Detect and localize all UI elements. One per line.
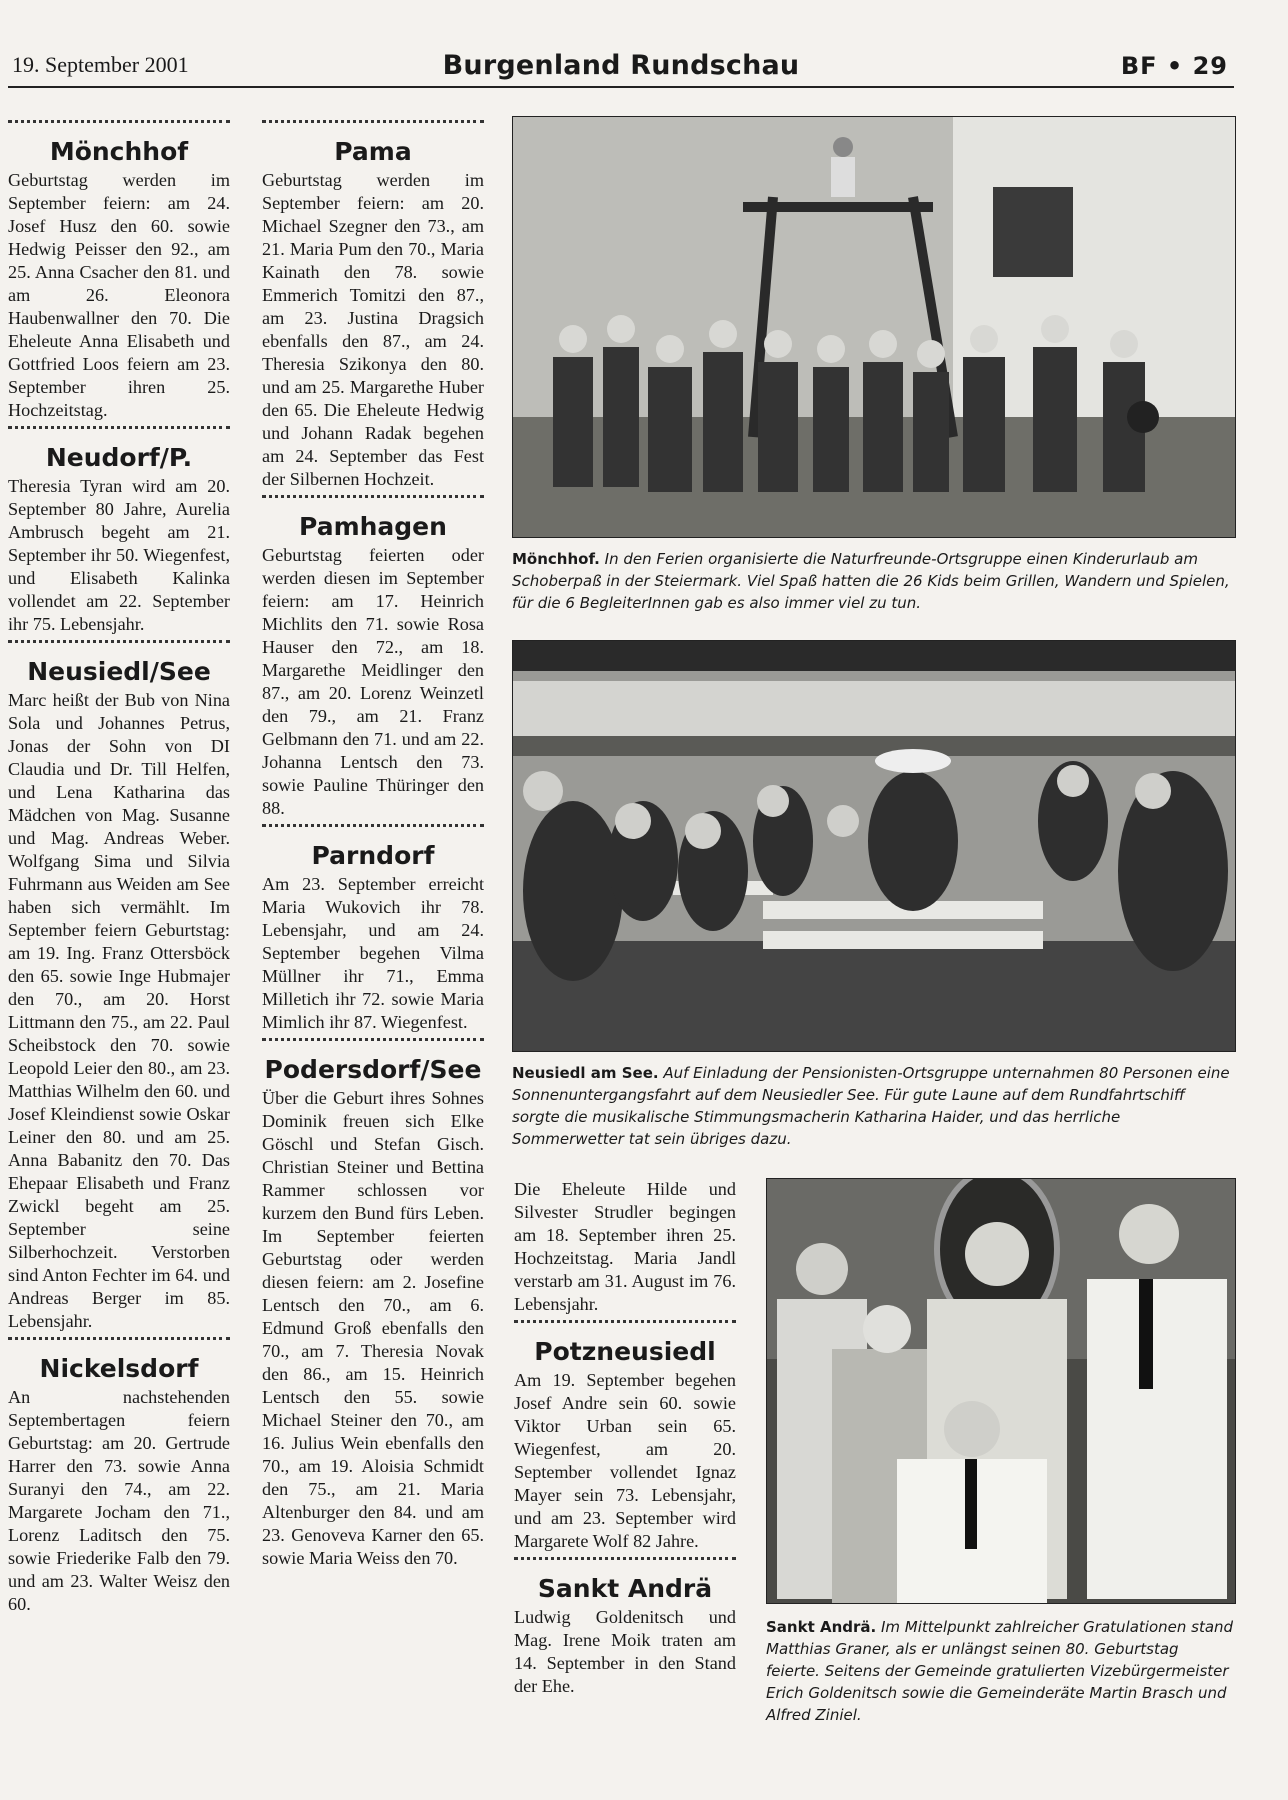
section-text: Geburtstag werden im September feiern: am 24. Josef Husz den 60. sowie Hedwig Peisser den 92., am 25. Anna Csacher den 81. und am 26. Eleonora Haubenwallner den 70. Die Eheleute Anna Elisabeth und Gottfried Loos feiern am 23. September ihren 25. Hochzeitstag. bbox=[8, 170, 230, 420]
caption-lead: Sankt Andrä. bbox=[766, 1618, 877, 1636]
page-header bbox=[8, 50, 1234, 88]
caption-text: In den Ferien organisierte die Naturfreunde-Ortsgruppe einen Kinderurlaub am Schoberpaß in der Steiermark. Viel Spaß hatten die 26 Kids beim Grillen, Wandern und Spielen, für die 6 BegleiterInnen gab es also immer viel zu tun. bbox=[512, 550, 1230, 612]
caption-lead: Mönchhof. bbox=[512, 550, 600, 568]
section-sankt-andrae bbox=[514, 1557, 736, 1698]
dotted-rule bbox=[8, 1337, 230, 1348]
section-nickelsdorf bbox=[8, 1337, 230, 1616]
section-heading: Potzneusiedl bbox=[534, 1337, 716, 1366]
dotted-rule bbox=[8, 640, 230, 651]
dotted-rule bbox=[8, 120, 230, 131]
dotted-rule bbox=[262, 120, 484, 131]
section-podersdorf bbox=[262, 1038, 484, 1570]
dotted-rule bbox=[262, 824, 484, 835]
section-text: Theresia Tyran wird am 20. September 80 Jahre, Aurelia Ambrusch begeht am 21. September ihr 50. Wiegenfest, und Elisabeth Kalinka vollendet am 22. September ihr 75. Lebensjahr. bbox=[8, 476, 230, 634]
section-heading: Nickelsdorf bbox=[39, 1354, 199, 1383]
dotted-rule bbox=[262, 495, 484, 506]
column-2 bbox=[262, 116, 484, 1570]
section-parndorf bbox=[262, 824, 484, 1034]
caption-photo-2 bbox=[512, 1062, 1234, 1150]
section-text: Ludwig Goldenitsch und Mag. Irene Moik traten am 14. September in den Stand der Ehe. bbox=[514, 1607, 736, 1696]
caption-photo-3 bbox=[766, 1616, 1236, 1726]
section-text: Geburtstag werden im September feiern: am 20. Michael Szegner den 73., am 21. Maria Pum den 70., Maria Kainath den 78. sowie Emmerich Tomitzi den 87., am 23. Justina Dragsich ebenfalls den 87., am 24. Theresia Szikonya den 80. und am 25. Margarethe Huber den 65. Die Eheleute Hedwig und Johann Radak begehen am 24. September das Fest der Silbernen Hochzeit. bbox=[262, 170, 484, 489]
section-heading: Neudorf/P. bbox=[45, 443, 193, 472]
section-moenchhof bbox=[8, 120, 230, 422]
section-heading: Sankt Andrä bbox=[537, 1574, 713, 1603]
section-heading: Mönchhof bbox=[49, 137, 189, 166]
section-potzneusiedl bbox=[514, 1320, 736, 1553]
section-heading: Parndorf bbox=[311, 841, 435, 870]
section-text: Am 19. September begehen Josef Andre sein 60. sowie Viktor Urban sein 65. Wiegenfest, am 20. September vollendet Ignaz Mayer sein 73. Lebensjahr, und am 23. September wird Margarete Wolf 82 Jahre. bbox=[514, 1370, 736, 1551]
section-text: Über die Geburt ihres Sohnes Dominik freuen sich Elke Göschl und Stefan Gisch. Christian Steiner und Bettina Rammer schlossen vor kurzem den Bund fürs Leben. Im September feierten Geburtstag oder werden diesen feiern: am 2. Josefine Lentsch den 70., am 6. Edmund Groß ebenfalls den 70., am 7. Theresia Novak den 86., am 15. Heinrich Lentsch den 55. sowie Michael Steiner den 70., am 16. Julius Wein ebenfalls den 70., am 19. Aloisia Schmidt den 75., am 21. Maria Altenburger den 84. und am 23. Genoveva Karner den 65. sowie Maria Weiss den 70. bbox=[262, 1088, 484, 1568]
dotted-rule bbox=[514, 1557, 736, 1568]
photo-group-image bbox=[767, 1179, 1235, 1603]
section-pama bbox=[262, 120, 484, 491]
section-heading: Neusiedl/See bbox=[27, 657, 211, 686]
section-pamhagen bbox=[262, 495, 484, 820]
dotted-rule bbox=[514, 1320, 736, 1331]
section-heading: Podersdorf/See bbox=[264, 1055, 482, 1084]
column-1 bbox=[8, 116, 230, 1616]
caption-lead: Neusiedl am See. bbox=[512, 1064, 659, 1082]
photo-moenchhof-children bbox=[512, 116, 1236, 538]
section-text: Marc heißt der Bub von Nina Sola und Johannes Petrus, Jonas der Sohn von DI Claudia und Dr. Till Helfen, und Lena Katharina das Mädchen von Mag. Susanne und Mag. Andreas Weber. Wolfgang Sima und Silvia Fuhrmann aus Weiden am See haben sich vermählt. Im September feiern Geburtstag: am 19. Ing. Franz Ottersböck den 65. sowie Inge Hubmajer den 70., am 20. Horst Littmann den 75., am 22. Paul Scheibstock den 70. sowie Leopold Leier den 80., am 23. Matthias Wilhelm den 60. und Josef Kleindienst sowie Oskar Leiner den 80. und am 25. Anna Babanitz den 70. Das Ehepaar Elisabeth und Franz Zwickl begeht am 25. September seine Silberhochzeit. Verstorben sind Anton Fechter im 64. und Andreas Berger im 85. Lebensjahr. bbox=[8, 690, 230, 1331]
section-text-intro: Die Eheleute Hilde und Silvester Strudler begingen am 18. September ihren 25. Hochzeitstag. Maria Jandl verstarb am 31. August im 76. Lebensjahr. bbox=[514, 1179, 736, 1314]
section-heading: Pama bbox=[334, 137, 412, 166]
section-neusiedl bbox=[8, 640, 230, 1333]
photo-neusiedl-boat bbox=[512, 640, 1236, 1052]
newspaper-title: Burgenland Rundschau bbox=[442, 50, 800, 81]
column-3 bbox=[514, 1178, 736, 1698]
photo-sankt-andrae-group bbox=[766, 1178, 1236, 1604]
caption-text: Im Mittelpunkt zahlreicher Gratulationen stand Matthias Graner, als er unlängst seinen 80. Geburtstag feierte. Seitens der Gemeinde gratulierten Vizebürgermeister Erich Goldenitsch sowie die Gemeinderäte Martin Brasch und Alfred Ziniel. bbox=[766, 1618, 1234, 1724]
dotted-rule bbox=[262, 1038, 484, 1049]
caption-photo-1 bbox=[512, 548, 1234, 614]
section-neudorf bbox=[8, 426, 230, 636]
section-text: Am 23. September erreicht Maria Wukovich ihr 78. Lebensjahr, und am 24. September begehen Vilma Müllner ihr 71., Emma Milletich ihr 72. sowie Maria Mimlich ihr 87. Wiegenfest. bbox=[262, 874, 484, 1032]
dotted-rule bbox=[8, 426, 230, 437]
page-number: BF • 29 bbox=[1120, 52, 1228, 80]
issue-date: 19. September 2001 bbox=[12, 52, 189, 77]
photo-boat-image bbox=[513, 641, 1235, 1051]
section-text: An nachstehenden Septembertagen feiern Geburtstag: am 20. Gertrude Harrer den 73. sowie Anna Suranyi den 74., am 22. Margarete Jocham den 71., Lorenz Laditsch den 75. sowie Friederike Falb den 79. und am 23. Walter Weisz den 60. bbox=[8, 1387, 230, 1614]
photo-children-image bbox=[513, 117, 1235, 537]
section-heading: Pamhagen bbox=[299, 512, 447, 541]
section-text: Geburtstag feierten oder werden diesen im September feiern: am 17. Heinrich Michlits den 71. sowie Rosa Hauser den 72., am 18. Margarethe Meidlinger den 87., am 20. Lorenz Weinzetl den 79., am 21. Franz Gelbmann den 71. und am 22. Johanna Lentsch den 73. sowie Pauline Thüringer den 88. bbox=[262, 545, 484, 818]
caption-text: Auf Einladung der Pensionisten-Ortsgruppe unternahmen 80 Personen eine Sonnenuntergangsfahrt auf dem Neusiedler See. Für gute Laune auf dem Rundfahrtschiff sorgte die musikalische Stimmungsmacherin Katharina Haider, und das herrliche Sommerwetter tat sein übriges dazu. bbox=[512, 1064, 1230, 1148]
